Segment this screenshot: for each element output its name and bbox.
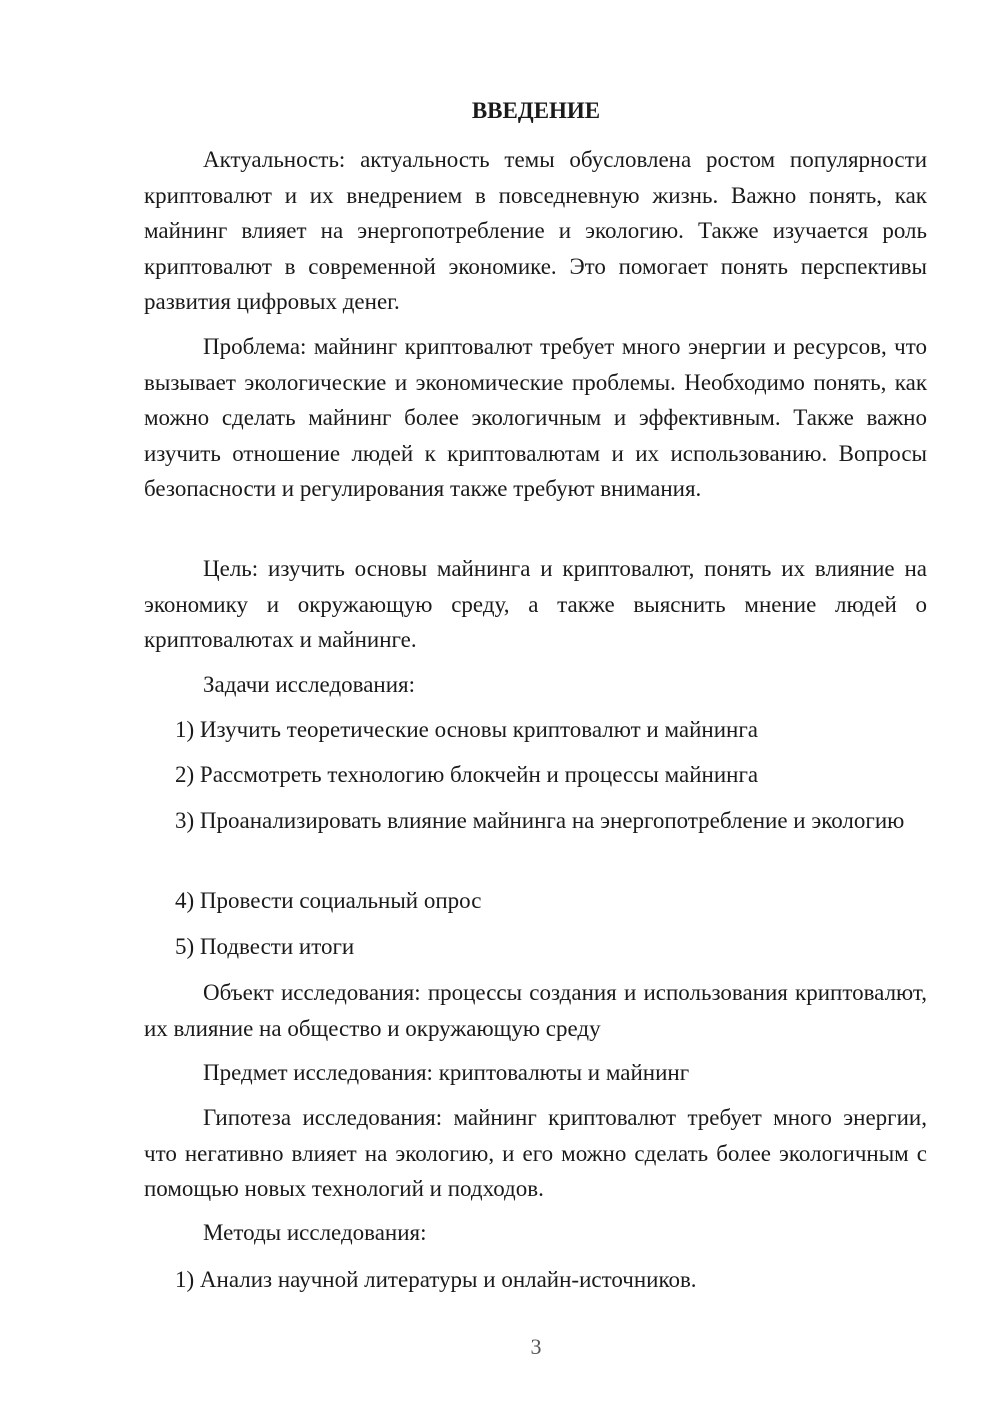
page-title: ВВЕДЕНИЕ	[471, 98, 601, 123]
task-item: 5) Подвести итоги	[175, 934, 355, 959]
problem-paragraph: Проблема: майнинг криптовалют требует много энергии и ресурсов, что вызывает экологические и экономические проблемы. Необходимо понять, как можно сделать майнинг более экологичным и эффективным. Также важно изучить отношение людей к криптовалютам и их использованию. Вопросы безопасности и регулирования также требуют внимания.	[144, 334, 927, 501]
tasks-heading: Задачи исследования:	[203, 672, 416, 697]
task-item: 1) Изучить теоретические основы криптовалют и майнинга	[175, 717, 758, 742]
goal-paragraph: Цель: изучить основы майнинга и криптовалют, понять их влияние на экономику и окружающую среду, а также выяснить мнение людей о криптовалютах и майнинге.	[144, 556, 927, 652]
object-paragraph: Объект исследования: процессы создания и использования криптовалют, их влияние на общество и окружающую среду	[144, 980, 927, 1041]
subject-paragraph: Предмет исследования: криптовалюты и майнинг	[203, 1060, 690, 1085]
task-item: 3) Проанализировать влияние майнинга на энергопотребление и экологию	[175, 808, 905, 833]
methods-heading: Методы исследования:	[203, 1220, 427, 1245]
task-item: 4) Провести социальный опрос	[175, 888, 482, 913]
page-number: 3	[530, 1334, 542, 1359]
method-item: 1) Анализ научной литературы и онлайн-источников.	[175, 1267, 697, 1292]
hypothesis-paragraph: Гипотеза исследования: майнинг криптовалют требует много энергии, что негативно влияет на экологию, и его можно сделать более экологичным с помощью новых технологий и подходов.	[144, 1105, 927, 1201]
task-item: 2) Рассмотреть технологию блокчейн и процессы майнинга	[175, 762, 759, 787]
relevance-paragraph: Актуальность: актуальность темы обусловлена ростом популярности криптовалют и их внедрением в повседневную жизнь. Важно понять, как майнинг влияет на энергопотребление и экологию. Также изучается роль криптовалют в современной экономике. Это помогает понять перспективы развития цифровых денег.	[144, 147, 927, 314]
